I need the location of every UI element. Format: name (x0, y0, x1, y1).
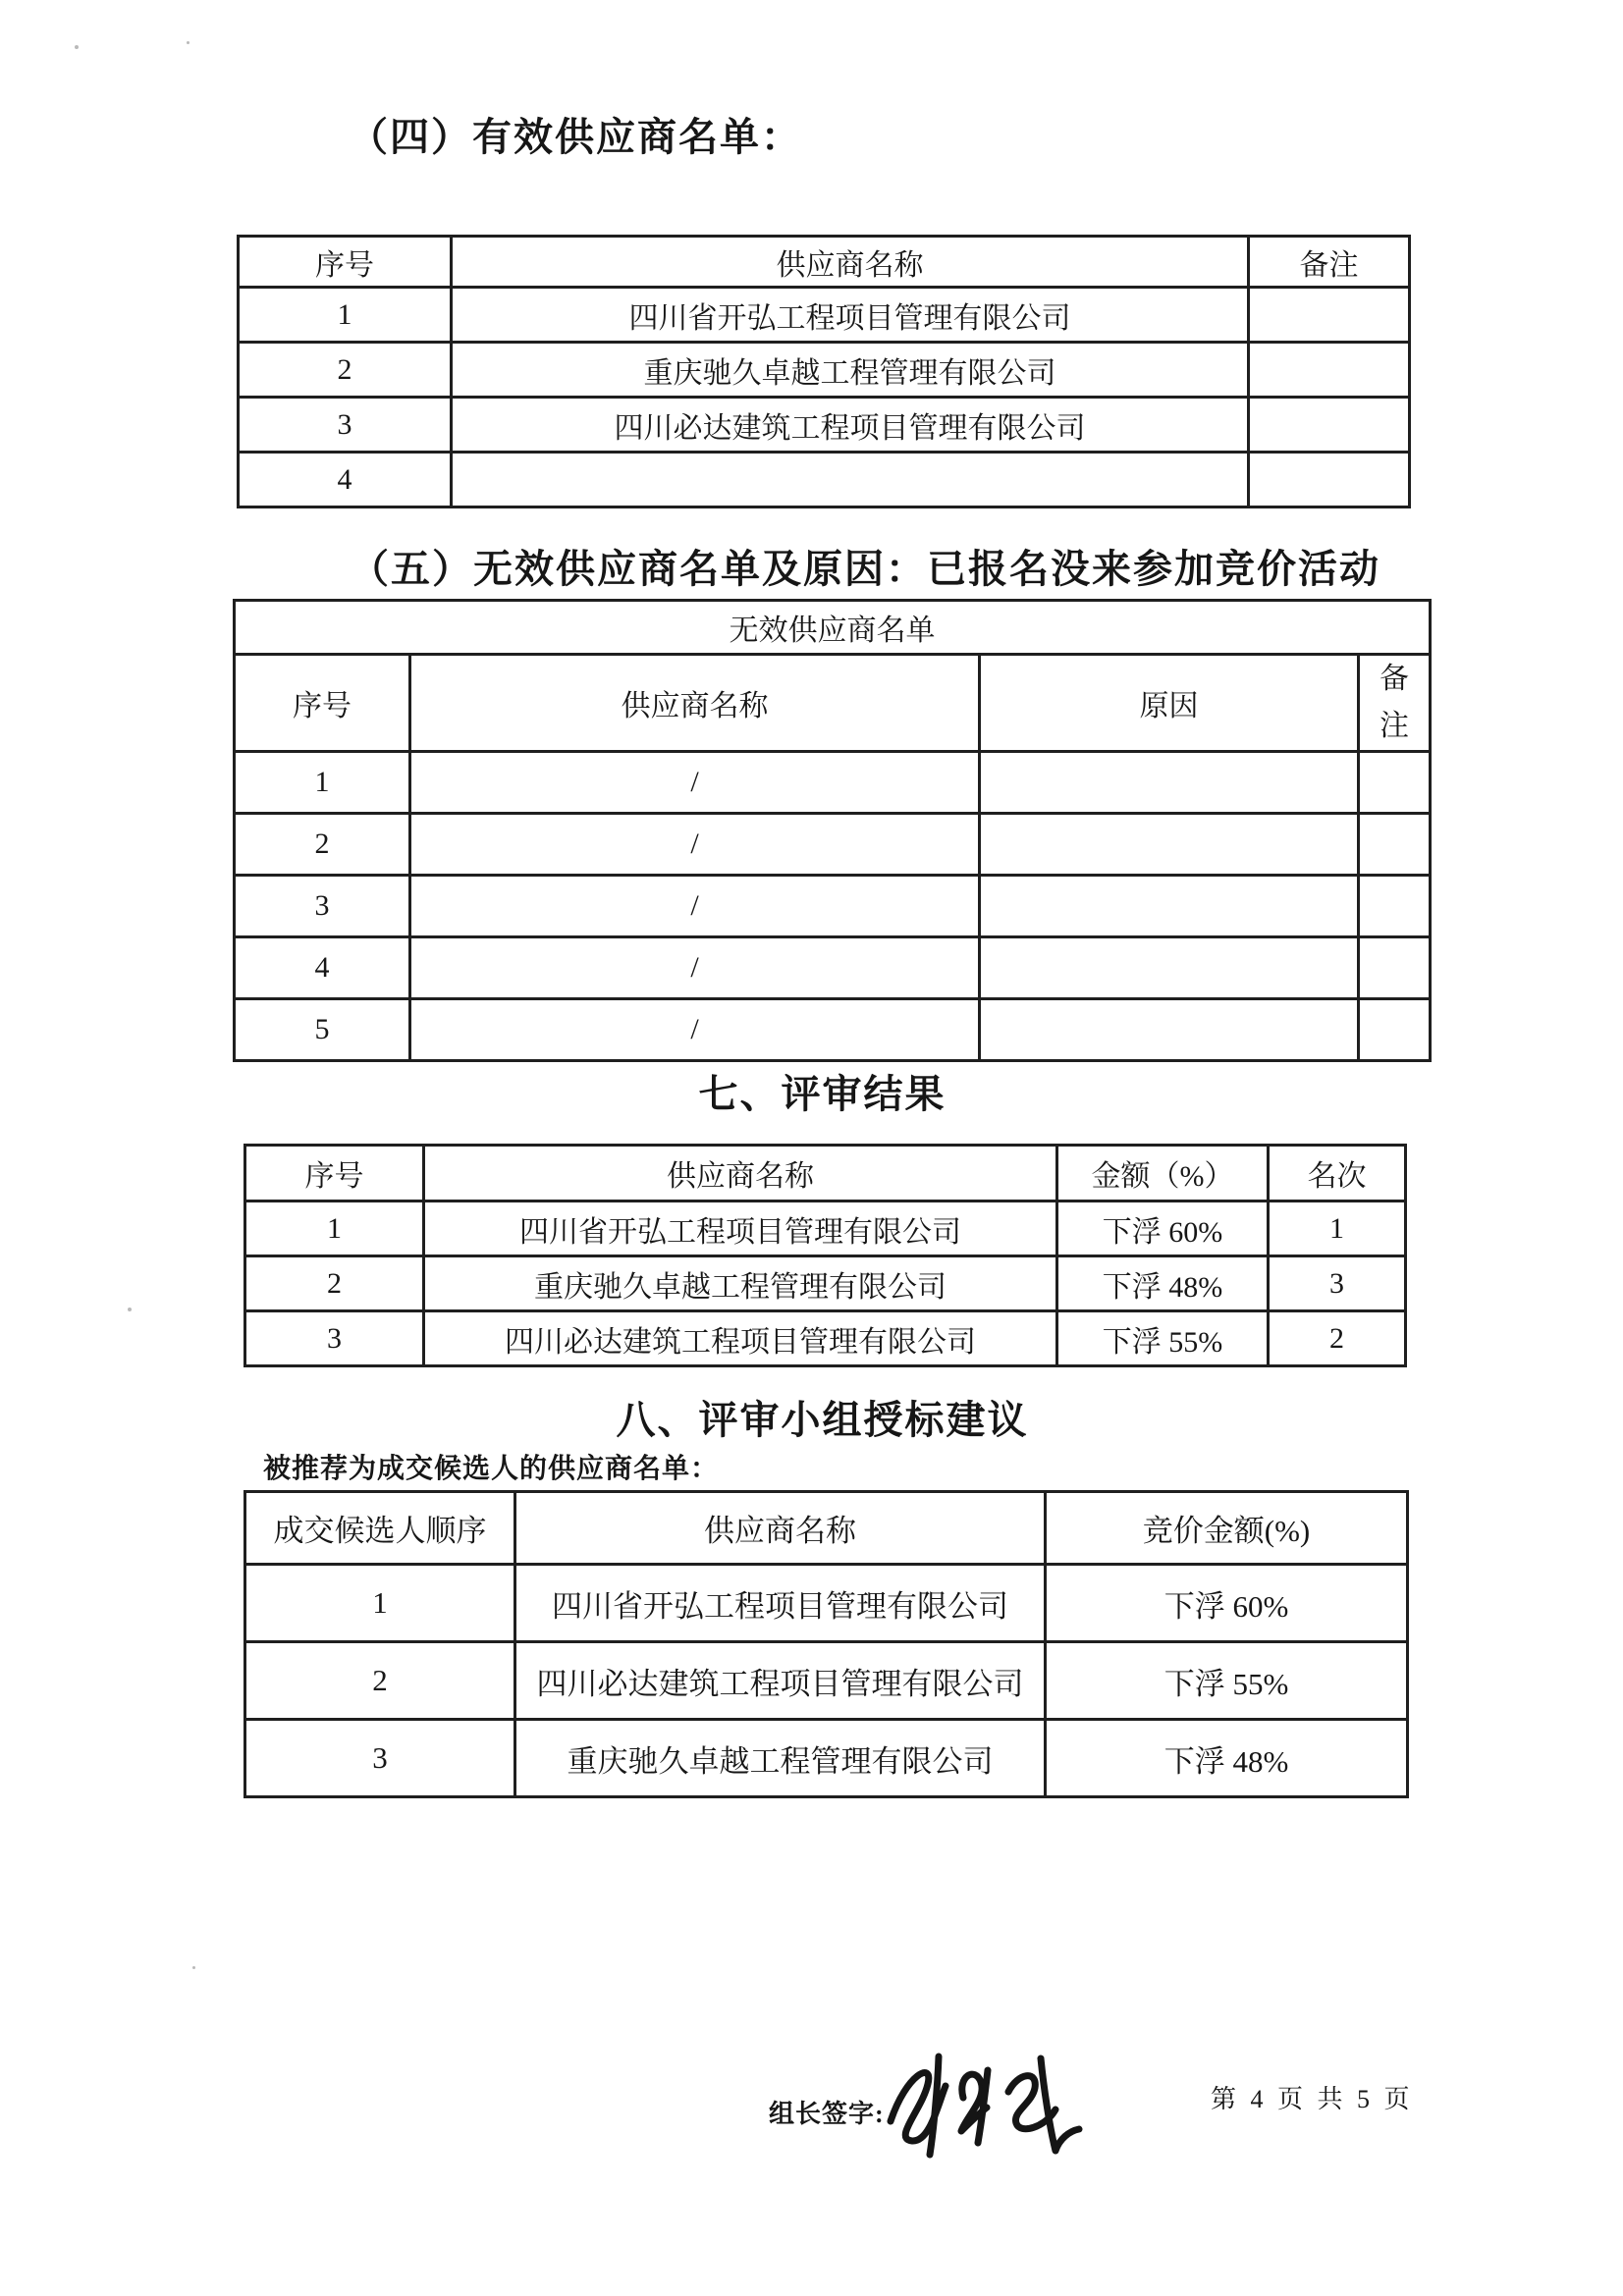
cell-remark (1249, 398, 1410, 453)
cell-rank: 1 (1269, 1201, 1406, 1256)
cell-bid-amount: 下浮 55% (1046, 1642, 1408, 1720)
cell-reason (980, 937, 1359, 999)
cell-no: 1 (245, 1201, 424, 1256)
table-header-row (245, 1146, 1406, 1201)
section5-title: （五）无效供应商名单及原因：已报名没来参加竞价活动 (350, 547, 1380, 591)
cell-no: 2 (235, 814, 410, 876)
recommended-candidates-note: 被推荐为成交候选人的供应商名单： (263, 1454, 720, 1484)
cell-remark (1359, 876, 1431, 937)
scan-speckle (128, 1308, 132, 1311)
table-row (245, 1642, 1408, 1720)
col-header-bid-amount: 竞价金额(%) (1046, 1492, 1408, 1565)
cell-supplier-name: / (410, 999, 980, 1061)
table-row (235, 752, 1431, 814)
col-header-reason: 原因 (980, 655, 1359, 752)
cell-amount: 下浮 48% (1057, 1256, 1269, 1311)
cell-supplier-name (452, 453, 1249, 507)
scan-speckle (192, 1966, 195, 1969)
col-header-no: 序号 (235, 655, 410, 752)
table-row (239, 453, 1410, 507)
cell-supplier-name: 四川必达建筑工程项目管理有限公司 (424, 1311, 1057, 1366)
cell-no: 2 (245, 1256, 424, 1311)
scan-speckle (187, 41, 189, 44)
cell-amount: 下浮 55% (1057, 1311, 1269, 1366)
section4-title: （四）有效供应商名单： (349, 115, 802, 159)
col-header-supplier-name: 供应商名称 (424, 1146, 1057, 1201)
cell-no: 5 (235, 999, 410, 1061)
table-row (245, 1201, 1406, 1256)
cell-remark (1249, 343, 1410, 398)
cell-reason (980, 752, 1359, 814)
cell-no: 4 (239, 453, 452, 507)
cell-remark (1359, 937, 1431, 999)
cell-no: 3 (235, 876, 410, 937)
cell-supplier-name: 重庆驰久卓越工程管理有限公司 (515, 1720, 1046, 1797)
cell-reason (980, 876, 1359, 937)
col-header-supplier-name: 供应商名称 (515, 1492, 1046, 1565)
leader-signature-label: 组长签字: (769, 2100, 885, 2128)
cell-amount: 下浮 60% (1057, 1201, 1269, 1256)
col-header-supplier-name: 供应商名称 (410, 655, 980, 752)
award-recommendation-table (243, 1490, 1409, 1798)
cell-supplier-name: / (410, 814, 980, 876)
cell-candidate-order: 3 (245, 1720, 515, 1797)
col-header-remark (1359, 655, 1431, 752)
table-row (245, 1256, 1406, 1311)
valid-suppliers-table (237, 235, 1411, 508)
table-row (239, 343, 1410, 398)
cell-reason (980, 814, 1359, 876)
col-header-remark-text: 备注 (1380, 663, 1409, 742)
cell-remark (1249, 288, 1410, 343)
invalid-table-title: 无效供应商名单 (235, 601, 1431, 655)
cell-supplier-name: / (410, 752, 980, 814)
cell-no: 4 (235, 937, 410, 999)
col-header-no: 序号 (245, 1146, 424, 1201)
cell-bid-amount: 下浮 48% (1046, 1720, 1408, 1797)
cell-no: 2 (239, 343, 452, 398)
cell-supplier-name: 四川必达建筑工程项目管理有限公司 (452, 398, 1249, 453)
section8-title: 八、评审小组授标建议 (616, 1398, 1029, 1442)
table-row (245, 1311, 1406, 1366)
table-row (235, 937, 1431, 999)
table-title-row (235, 601, 1431, 655)
col-header-no: 序号 (239, 237, 452, 288)
table-header-row (245, 1492, 1408, 1565)
cell-supplier-name: 重庆驰久卓越工程管理有限公司 (452, 343, 1249, 398)
cell-supplier-name: / (410, 937, 980, 999)
cell-candidate-order: 2 (245, 1642, 515, 1720)
review-results-table (243, 1144, 1407, 1367)
cell-supplier-name: 四川省开弘工程项目管理有限公司 (452, 288, 1249, 343)
table-row (245, 1720, 1408, 1797)
table-row (245, 1565, 1408, 1642)
cell-candidate-order: 1 (245, 1565, 515, 1642)
cell-remark (1359, 752, 1431, 814)
table-header-row (235, 655, 1431, 752)
section7-title: 七、评审结果 (698, 1072, 947, 1116)
cell-no: 3 (245, 1311, 424, 1366)
leader-signature (877, 2045, 1088, 2167)
cell-no: 1 (235, 752, 410, 814)
cell-supplier-name: 四川省开弘工程项目管理有限公司 (515, 1565, 1046, 1642)
cell-remark (1359, 999, 1431, 1061)
table-header-row (239, 237, 1410, 288)
cell-no: 1 (239, 288, 452, 343)
table-row (235, 814, 1431, 876)
cell-bid-amount: 下浮 60% (1046, 1565, 1408, 1642)
cell-supplier-name: 四川省开弘工程项目管理有限公司 (424, 1201, 1057, 1256)
cell-supplier-name: / (410, 876, 980, 937)
col-header-candidate-order: 成交候选人顺序 (245, 1492, 515, 1565)
cell-supplier-name: 重庆驰久卓越工程管理有限公司 (424, 1256, 1057, 1311)
cell-no: 3 (239, 398, 452, 453)
cell-rank: 3 (1269, 1256, 1406, 1311)
table-row (239, 398, 1410, 453)
table-row (235, 999, 1431, 1061)
invalid-suppliers-table (233, 599, 1432, 1062)
table-row (239, 288, 1410, 343)
cell-remark (1359, 814, 1431, 876)
page-number: 第 4 页 共 5 页 (1211, 2085, 1414, 2113)
col-header-amount: 金额（%） (1057, 1146, 1269, 1201)
cell-reason (980, 999, 1359, 1061)
col-header-supplier-name: 供应商名称 (452, 237, 1249, 288)
table-row (235, 876, 1431, 937)
scan-speckle (75, 45, 79, 49)
cell-supplier-name: 四川必达建筑工程项目管理有限公司 (515, 1642, 1046, 1720)
col-header-remark: 备注 (1249, 237, 1410, 288)
col-header-rank: 名次 (1269, 1146, 1406, 1201)
cell-rank: 2 (1269, 1311, 1406, 1366)
cell-remark (1249, 453, 1410, 507)
